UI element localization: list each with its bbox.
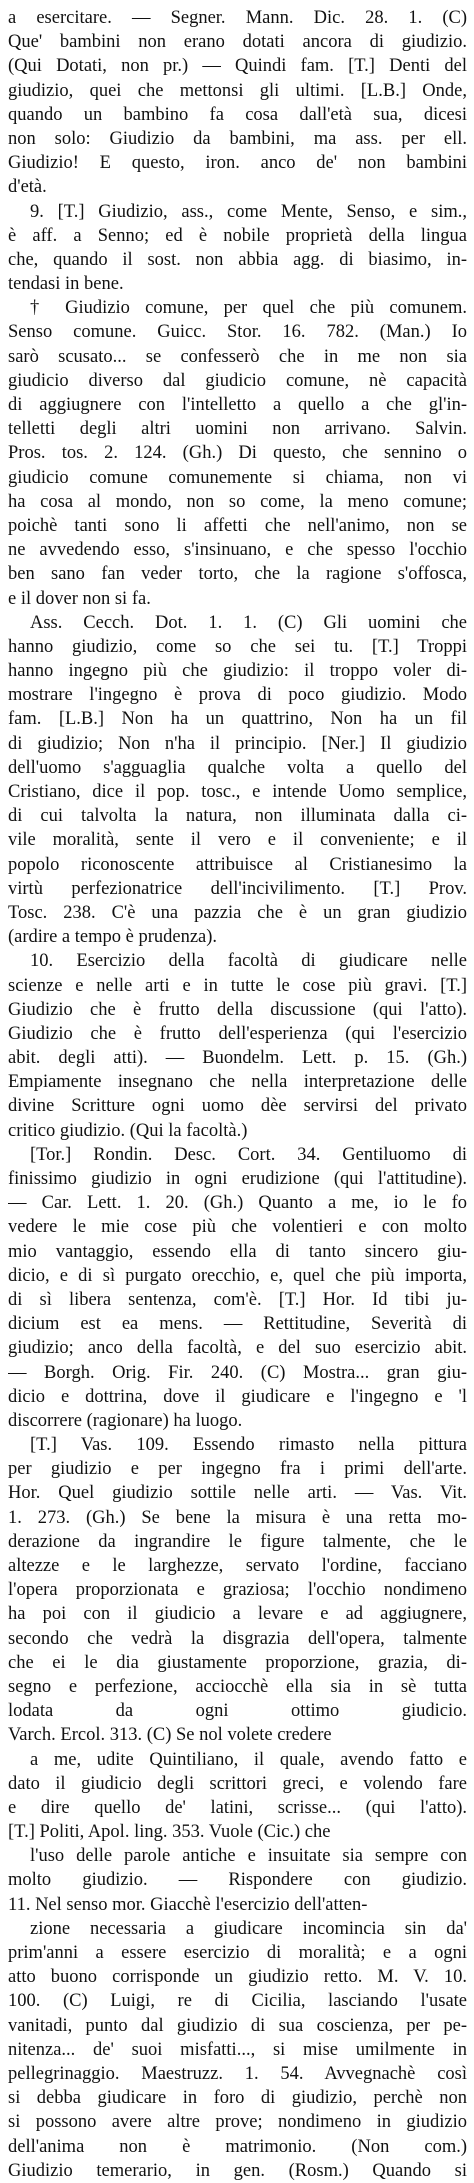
text-line: 1. 273. (Gh.) Se bene la misura è una retta mo- <box>8 1507 467 1528</box>
dictionary-column <box>8 6 467 2183</box>
text-line: di giudizio; Non n'ha il principio. [Ner.] Il giudizio <box>8 733 467 754</box>
text-line: secondo che vedrà la disgrazia dell'opera, talmente <box>8 1628 467 1649</box>
text-line: atto buono corrisponde un giudizio retto. M. V. 10. <box>8 1967 467 1988</box>
text-line: a esercitare. — Segner. Mann. Dic. 28. 1. (C) <box>8 8 467 28</box>
text-line: vanitadi, punto dal giudizio di sua coscienza, per pe- <box>8 2015 467 2036</box>
text-line: Varch. Ercol. 313. (C) Se nol volete credere <box>8 1725 332 1746</box>
text-line: scienze e nelle arti e in tutte le cose più gravi. [T.] <box>8 975 467 996</box>
text-line: quando un bambino fa cosa dall'età sua, dicesi <box>8 104 467 125</box>
text-line: non solo: Giudizio da bambini, ma ass. per ell. <box>8 128 467 149</box>
text-line: Pros. tos. 2. 124. (Gh.) Di questo, che sennino o <box>8 443 467 464</box>
text-line: sarò scusato... se confesserò che in me non sia <box>8 346 467 367</box>
text-line: [T.] Vas. 109. Essendo rimasto nella pittura <box>30 1435 467 1456</box>
text-line: dell'uomo s'agguaglia qualche volta a quello del <box>8 757 467 778</box>
text-line: l'uso delle parole antiche e insuitate sia sempre con <box>30 1846 467 1867</box>
text-line: — Borgh. Orig. Fir. 240. (C) Mostra... gran giu- <box>8 1362 467 1383</box>
text-line: per giudizio e per ingegno fra i primi dell'arte. <box>8 1459 467 1480</box>
text-line: segno e perfezione, acciocchè ella sia in sè tutta <box>8 1676 467 1697</box>
text-line: dato il giudicio degli scrittori greci, e volendo fare <box>8 1773 467 1794</box>
text-line: poichè tanti sono li affetti che nell'animo, non se <box>8 515 467 536</box>
text-line: abit. degli atti). — Buondelm. Lett. p. 15. (Gh.) <box>8 1048 467 1069</box>
text-line: vile moralità, sente il vero e il conveniente; e il <box>8 830 467 851</box>
text-line: Que' bambini non erano dotati ancora di giudizio. <box>8 32 467 53</box>
text-line: vedere le mie cose più che volentieri e con molto <box>8 1217 467 1238</box>
text-line: derazione da ingrandire le figure talmente, che le <box>8 1531 467 1552</box>
text-line: 10. Esercizio della facoltà di giudicare nelle <box>30 951 467 972</box>
text-line: Senso comune. Guicc. Stor. 16. 782. (Man.) Io <box>8 322 467 343</box>
text-line: a me, udite Quintiliano, il quale, avendo fatto e <box>30 1749 467 1770</box>
text-line: (Qui Dotati, non pr.) — Quindi fam. [T.] Denti del <box>8 56 467 77</box>
text-line: hanno ingegno più che giudizio: il troppo voler di- <box>8 661 467 682</box>
text-line: † Giudizio comune, per quel che più comunem. <box>30 298 467 319</box>
text-line: discorrere (ragionare) ha luogo. <box>8 1410 243 1431</box>
text-line: ha poi con il giudicio a levare e ad aggiugnere, <box>8 1604 467 1625</box>
text-line: dicium est ea mens. — Rettitudine, Severità di <box>8 1314 467 1335</box>
text-line: che, quando il sost. non abbia agg. di biasimo, in- <box>8 249 467 270</box>
text-line: critico giudizio. (Qui la facoltà.) <box>8 1120 248 1141</box>
text-line: giudicio comune comunemente si chiama, non vi <box>8 467 467 488</box>
text-line: 9. [T.] Giudizio, ass., come Mente, Senso, e sim., <box>30 201 467 222</box>
text-line: di sì libera sentenza, com'è. [T.] Hor. Id tibi ju- <box>8 1289 467 1310</box>
text-line: pellegrinaggio. Maestruzz. 1. 54. Avvegnachè così <box>8 2063 467 2084</box>
text-line: d'età. <box>8 177 47 198</box>
text-line: si debba giudicare in foro di giudizio, perchè non <box>8 2088 467 2109</box>
text-line: dicio e dottrina, dove il giudicare e l'ingegno e 'l <box>8 1386 467 1407</box>
text-line: che ei le dia giustamente proporzione, grazia, di- <box>8 1652 467 1673</box>
text-line: finissimo giudizio in ogni erudizione (qui l'attitudine). <box>8 1169 467 1189</box>
text-line: 11. Nel senso mor. Giacchè l'esercizio dell'atten- <box>8 1894 368 1915</box>
text-line: Tosc. 238. C'è una pazzia che è un gran giudizio <box>8 902 467 923</box>
text-line: Hor. Quel giudizio sottile nelle arti. — Vas. Vit. <box>8 1483 467 1504</box>
text-line: si possono avere altre prove; nondimeno in giudizio <box>8 2112 467 2133</box>
text-line: Cristiano, dice il pop. tosc., e intende Uomo semplice, <box>8 782 467 802</box>
text-line: lodata da ogni ottimo giudicio. <box>8 1701 467 1722</box>
text-line: nitenza... de' suoi misfatti..., si mise umilmente in <box>8 2039 467 2060</box>
text-line: [Tor.] Rondin. Desc. Cort. 34. Gentiluomo di <box>30 1144 467 1165</box>
text-line: fam. [L.B.] Non ha un quattrino, Non ha un fil <box>8 709 467 730</box>
text-line: giudizio, quei che mettonsi gli ultimi. [L.B.] Onde, <box>8 80 467 101</box>
text-line: divine Scritture ogni uomo dèe servirsi del privato <box>8 1096 467 1117</box>
text-line: Giudizio! E questo, iron. anco de' non bambini <box>8 153 467 174</box>
text-line: (ardire a tempo è prudenza). <box>8 927 218 948</box>
text-line: popolo riconoscente attribuisce al Cristianesimo la <box>8 854 467 875</box>
text-line: 100. (C) Luigi, re di Cicilia, lasciando l'usate <box>8 1991 467 2012</box>
text-line: [T.] Politi, Apol. ling. 353. Vuole (Cic.) che <box>8 1822 331 1843</box>
text-line: molto giudizio. — Rispondere con giudizio. <box>8 1870 467 1891</box>
text-line: mostrare l'ingegno è prova di poco giudizio. Modo <box>8 685 467 706</box>
text-line: di cui talvolta la natura, non illuminata dalla ci- <box>8 806 467 827</box>
text-line: Ass. Cecch. Dot. 1. 1. (C) Gli uomini che <box>30 612 467 633</box>
text-line: ben sano fan veder torto, che la ragione s'offosca, <box>8 564 467 585</box>
text-line: zione necessaria a giudicare incomincia sin da' <box>30 1918 467 1939</box>
text-line: virtù perfezionatrice dell'incivilimento. [T.] Prov. <box>8 878 467 899</box>
text-line: di aggiugnere con l'intelletto a quello a che gl'in- <box>8 395 467 415</box>
text-line: Empiamente insegnano che nella interpretazione delle <box>8 1072 467 1093</box>
text-line: dell'anima non è matrimonio. (Non com.) <box>8 2136 467 2157</box>
text-line: hanno giudizio, come so che sei tu. [T.] Troppi <box>8 636 467 657</box>
text-line: — Car. Lett. 1. 20. (Gh.) Quanto a me, io le fo <box>8 1193 467 1214</box>
text-line: e dire quello de' latini, scrisse... (qui l'atto). <box>8 1797 467 1818</box>
text-line: altezze e le larghezze, servato l'ordine, facciano <box>8 1556 467 1576</box>
text-line: telletti degli altri uomini non arrivano. Salvin. <box>8 419 467 440</box>
text-line: ne avvedendo esso, s'insinuano, e che spesso l'occhio <box>8 540 467 561</box>
text-line: dicio, e di sì purgato orecchio, e, quel che più importa, <box>8 1265 467 1286</box>
text-line: giudicio diverso dal giudicio comune, nè capacità <box>8 370 467 391</box>
text-line: giudizio; anco della facoltà, e del suo esercizio abit. <box>8 1338 467 1359</box>
text-line: Giudizio che è frutto della discussione (qui l'atto). <box>8 999 467 1020</box>
text-line: mio vantaggio, essendo ella di tanto sincero giu- <box>8 1241 467 1262</box>
text-line: Giudizio temerario, in gen. (Rosm.) Quando si <box>8 2160 467 2181</box>
text-line: prim'anni a essere esercizio di moralità; e a ogni <box>8 1943 467 1963</box>
text-line: Giudizio che è frutto dell'esperienza (qui l'esercizio <box>8 1023 467 1044</box>
text-line: ha cosa al mondo, non so come, la meno comune; <box>8 491 467 512</box>
text-line: l'opera proporzionata e graziosa; l'occhio nondimeno <box>8 1580 467 1601</box>
text-line: e il dover non si fa. <box>8 588 151 609</box>
text-line: è aff. a Senno; ed è nobile proprietà della lingua <box>8 225 467 246</box>
text-line: tendasi in bene. <box>8 274 124 295</box>
